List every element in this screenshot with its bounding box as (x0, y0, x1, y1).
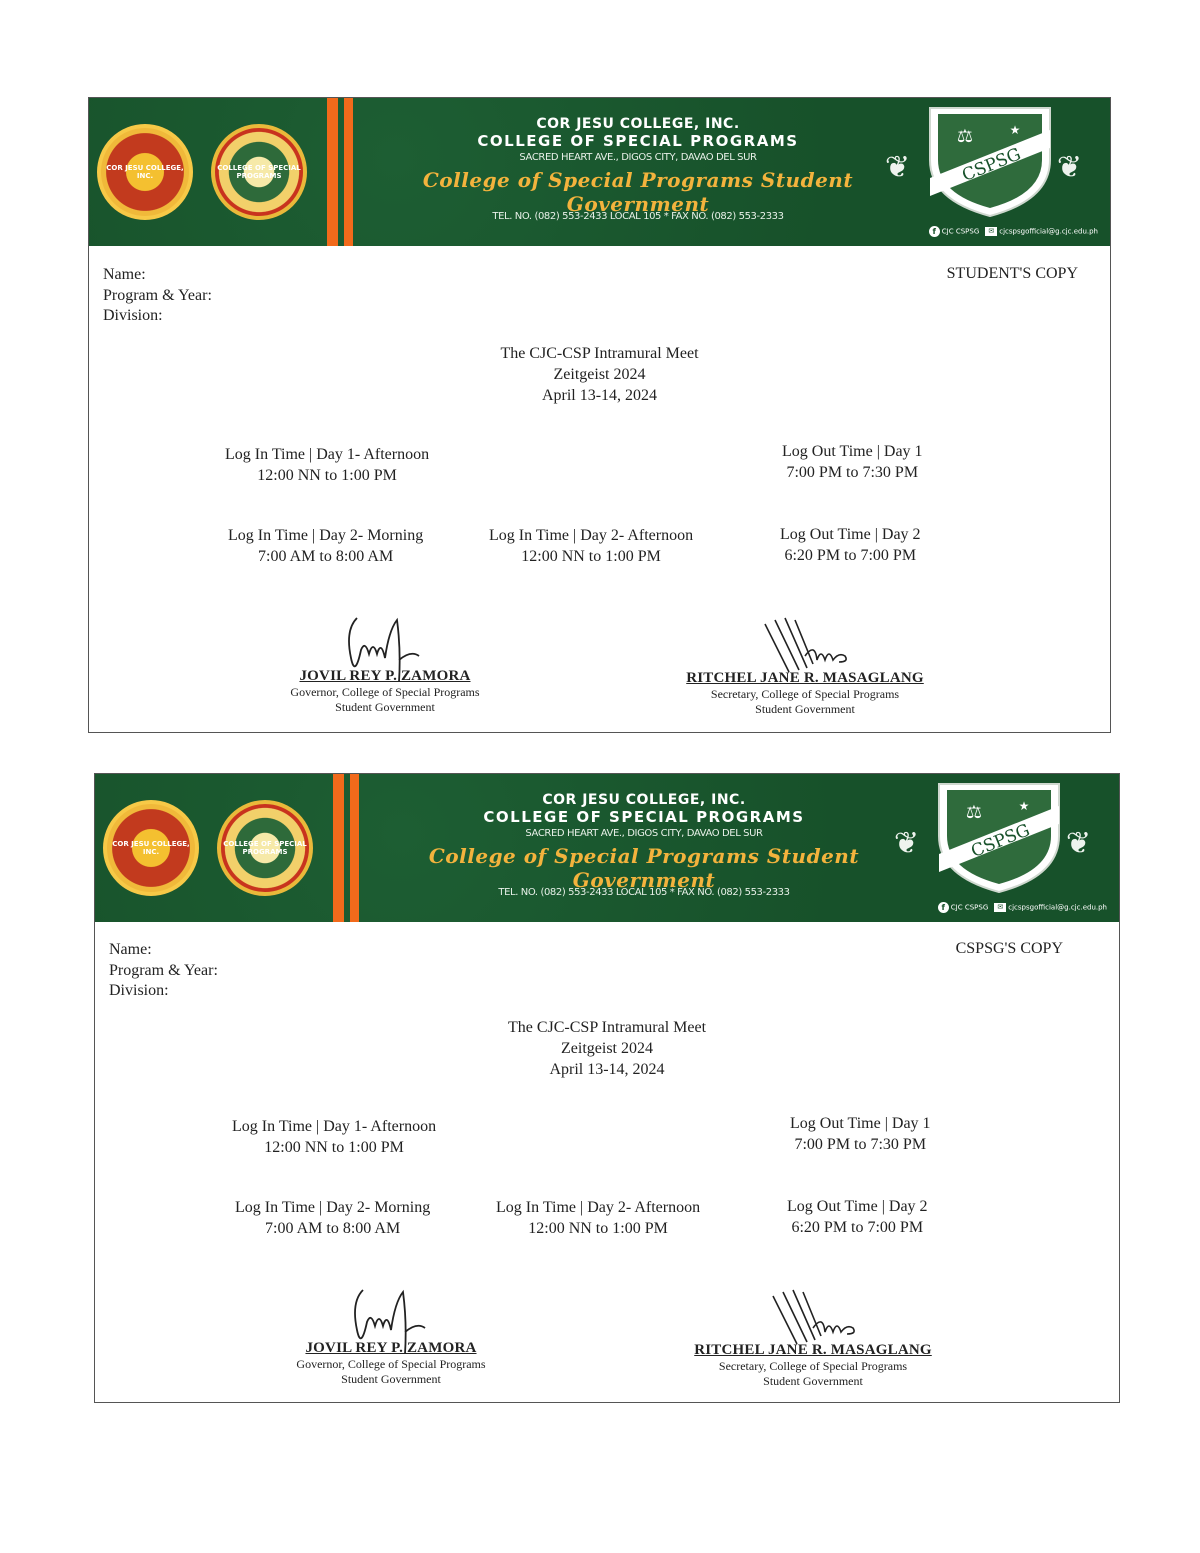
governor-title-line2: Student Government (341, 1372, 441, 1386)
mail-icon: ✉ (994, 903, 1006, 912)
seal-text: COLLEGE OF SPECIAL PROGRAMS (223, 840, 307, 856)
secretary-signature-block (674, 670, 936, 717)
orange-stripe (333, 774, 344, 922)
seal-text: COLLEGE OF SPECIAL PROGRAMS (217, 164, 301, 180)
secretary-signature-block (682, 1342, 944, 1389)
slot-label: Log In Time | Day 2- Morning (228, 527, 424, 544)
slot-time: 12:00 NN to 1:00 PM (264, 1139, 404, 1156)
student-government-name: College of Special Programs Student Government (428, 844, 860, 892)
email-address: cjcspsgofficial@g.cjc.edu.ph (1008, 903, 1107, 912)
secretary-name: RITCHEL JANE R. MASAGLANG (686, 670, 924, 686)
college-name: COLLEGE OF SPECIAL PROGRAMS (477, 132, 799, 150)
copy-label: STUDENT'S COPY (946, 265, 1078, 282)
orange-stripe (350, 774, 359, 922)
header-banner (89, 98, 1110, 246)
facebook-handle: CJC CSPSG (941, 227, 980, 236)
college-address: SACRED HEART AVE., DIGOS CITY, DAVAO DEL SUR (519, 152, 757, 163)
svg-text:★: ★ (1018, 799, 1030, 813)
mail-icon: ✉ (985, 227, 997, 236)
name-field-label: Name: (109, 941, 152, 958)
division-field-label: Division: (109, 982, 169, 999)
slot-time: 12:00 NN to 1:00 PM (521, 548, 661, 565)
event-title: The CJC-CSP Intramural Meet (507, 1019, 707, 1036)
orange-stripe (344, 98, 353, 246)
slot-time: 7:00 PM to 7:30 PM (794, 1136, 927, 1153)
laurel-right-icon: ❦ (1065, 826, 1091, 861)
division-field-label: Division: (103, 307, 163, 324)
facebook-icon: f (929, 226, 940, 237)
slot-day2-login-afternoon (489, 525, 693, 567)
laurel-left-icon: ❦ (884, 150, 910, 185)
slot-label: Log Out Time | Day 1 (782, 443, 923, 460)
slot-label: Log In Time | Day 2- Afternoon (496, 1199, 701, 1216)
facebook-handle: CJC CSPSG (950, 903, 989, 912)
cspsg-crest-icon (929, 776, 1069, 894)
slot-time: 6:20 PM to 7:00 PM (784, 547, 917, 564)
seal-text: COR JESU COLLEGE, INC. (106, 164, 184, 180)
svg-text:★: ★ (1009, 123, 1021, 137)
contact-numbers: TEL. NO. (082) 553-2433 LOCAL 105 * FAX NO. (082) 553-2333 (492, 211, 784, 222)
governor-signature-block (285, 668, 485, 715)
governor-title: Governor, College of Special Programs (290, 685, 480, 699)
secretary-title: Secretary, College of Special Programs (710, 687, 900, 701)
social-links (938, 902, 1107, 913)
orange-stripe (327, 98, 338, 246)
college-address: SACRED HEART AVE., DIGOS CITY, DAVAO DEL SUR (525, 828, 763, 839)
copy-label: CSPSG'S COPY (955, 940, 1063, 957)
slot-time: 7:00 AM to 8:00 AM (265, 1220, 401, 1237)
slot-day2-login-morning (228, 525, 423, 567)
social-links (929, 226, 1098, 237)
slot-label: Log In Time | Day 2- Morning (235, 1199, 431, 1216)
csp-seal-icon (211, 124, 307, 220)
slot-day1-logout (790, 1113, 931, 1155)
governor-signature-block (291, 1340, 491, 1387)
name-field-label: Name: (103, 266, 146, 283)
school-name: COR JESU COLLEGE, INC. (542, 792, 746, 808)
slot-time: 12:00 NN to 1:00 PM (528, 1220, 668, 1237)
secretary-title-line2: Student Government (763, 1374, 863, 1388)
email-address: cjcspsgofficial@g.cjc.edu.ph (999, 227, 1098, 236)
slot-day1-login (232, 1116, 436, 1158)
event-info (89, 343, 1110, 406)
slot-time: 7:00 PM to 7:30 PM (786, 464, 919, 481)
student-government-name: College of Special Programs Student Government (422, 168, 854, 216)
svg-text:⚖: ⚖ (956, 126, 974, 147)
secretary-title: Secretary, College of Special Programs (718, 1359, 908, 1373)
slot-day2-logout (787, 1196, 928, 1238)
svg-text:CSPSG: CSPSG (959, 144, 1024, 186)
contact-numbers: TEL. NO. (082) 553-2433 LOCAL 105 * FAX NO. (082) 553-2333 (498, 887, 790, 898)
cjc-seal-icon (97, 124, 193, 220)
event-date: April 13-14, 2024 (549, 1061, 665, 1078)
slot-label: Log In Time | Day 2- Afternoon (489, 527, 694, 544)
slot-time: 6:20 PM to 7:00 PM (791, 1219, 924, 1236)
program-year-field-label: Program & Year: (109, 962, 218, 979)
slot-day1-login (225, 444, 429, 486)
slot-day2-logout (780, 524, 921, 566)
seal-text: COR JESU COLLEGE, INC. (112, 840, 190, 856)
governor-name: JOVIL REY P. ZAMORA (299, 668, 471, 684)
slot-label: Log In Time | Day 1- Afternoon (225, 446, 430, 463)
event-info (95, 1017, 1119, 1080)
cspsg-crest-icon (920, 100, 1060, 218)
secretary-title-line2: Student Government (755, 702, 855, 716)
governor-name: JOVIL REY P. ZAMORA (305, 1340, 477, 1356)
slot-label: Log In Time | Day 1- Afternoon (232, 1118, 437, 1135)
governor-title-line2: Student Government (335, 700, 435, 714)
csp-seal-icon (217, 800, 313, 896)
slot-label: Log Out Time | Day 1 (790, 1115, 931, 1132)
secretary-name: RITCHEL JANE R. MASAGLANG (694, 1342, 932, 1358)
slot-label: Log Out Time | Day 2 (780, 526, 921, 543)
slot-label: Log Out Time | Day 2 (787, 1198, 928, 1215)
slot-day1-logout (782, 441, 923, 483)
event-date: April 13-14, 2024 (541, 387, 658, 404)
college-name: COLLEGE OF SPECIAL PROGRAMS (483, 808, 805, 826)
cspsg-copy-card (94, 773, 1120, 1403)
cjc-seal-icon (103, 800, 199, 896)
student-copy-card (88, 97, 1111, 733)
header-banner (95, 774, 1119, 922)
svg-text:CSPSG: CSPSG (968, 820, 1033, 862)
slot-time: 12:00 NN to 1:00 PM (257, 467, 397, 484)
event-theme: Zeitgeist 2024 (553, 366, 646, 383)
laurel-right-icon: ❦ (1056, 150, 1082, 185)
school-name: COR JESU COLLEGE, INC. (536, 116, 740, 132)
event-title: The CJC-CSP Intramural Meet (500, 345, 699, 362)
laurel-left-icon: ❦ (893, 826, 919, 861)
facebook-icon: f (938, 902, 949, 913)
svg-text:⚖: ⚖ (965, 802, 983, 823)
slot-day2-login-afternoon (496, 1197, 700, 1239)
slot-day2-login-morning (235, 1197, 430, 1239)
slot-time: 7:00 AM to 8:00 AM (258, 548, 394, 565)
program-year-field-label: Program & Year: (103, 287, 212, 304)
event-theme: Zeitgeist 2024 (561, 1040, 653, 1057)
governor-title: Governor, College of Special Programs (296, 1357, 486, 1371)
